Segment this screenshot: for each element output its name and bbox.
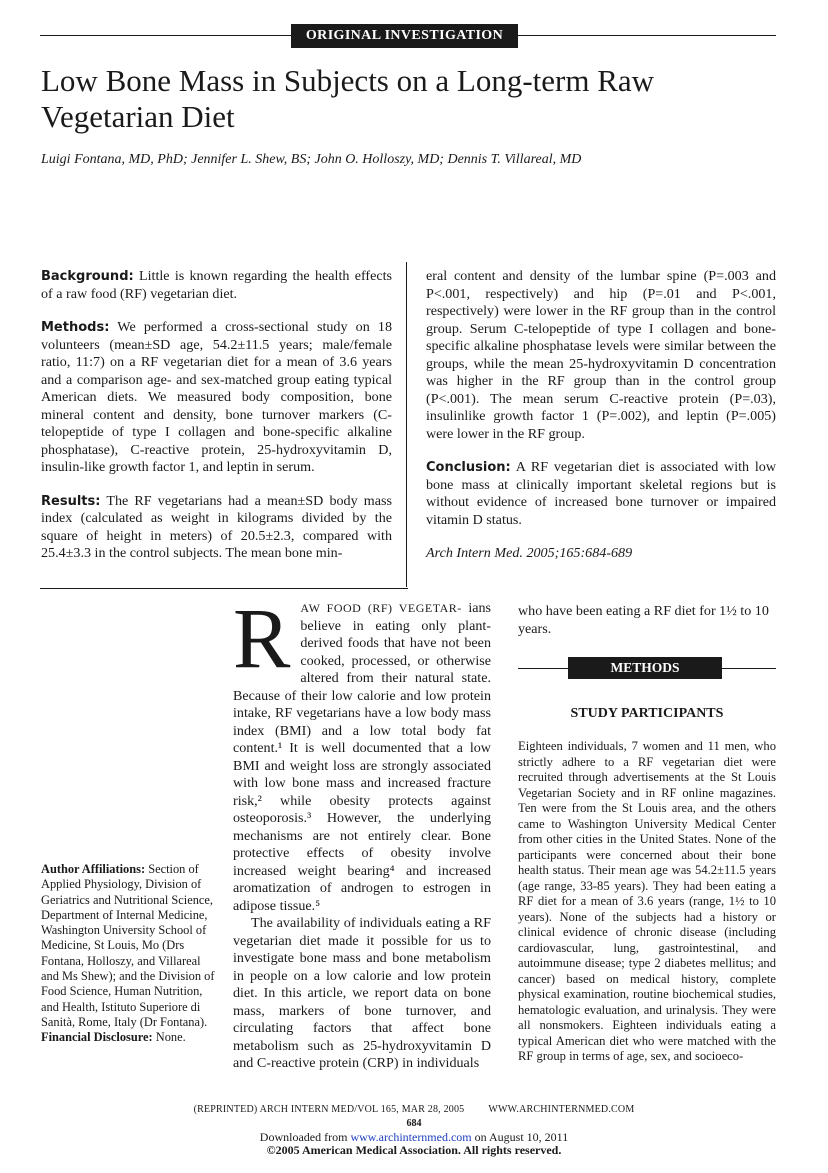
author-affiliations [41,862,216,1046]
drop-cap: R [233,590,291,686]
download-suffix: on August 10, 2011 [474,1130,569,1144]
abstract-bottom-rule [40,588,408,589]
disclosure-label: Financial Disclosure: [41,1030,153,1045]
body-column-middle [233,590,492,1073]
conclusion-text: A RF vegetarian diet is associated with low bone mass at clinically important skeletal regions but is without evidence of increased bone turnover or impaired vitamin D status. [426,459,776,528]
financial-disclosure [41,1030,216,1045]
participants-paragraph: Eighteen individuals, 7 women and 11 men, who strictly adhere to a RF vegetarian diet were recruited through advertisements at the St Louis Vegetarian Society and in RF online magazines. Ten were from the St Louis area, and the others came to Washington University Medical Center from other cities in the United States. None of the participants were concerned about their bone health status. Their mean age was 54.2±11.5 years (age range, 33-85 years). They had been eating a RF diet for a mean of 3.6 years (range, 1½ to 10 years). None of the subjects had a history or clinical evidence of chronic disease (including cardiovascular, lung, gastrointestinal, and autoimmune disease; type 2 diabetes mellitus; and cancer) based on medical history, complete physical examination, routine biochemical studies, hematologic evaluation, and urinalysis. They were all nonsmokers. Eighteen individuals eating a typical American diet who were matched with the RF group in terms of age, sex, and socioeco- [518,739,776,1063]
study-participants-heading: STUDY PARTICIPANTS [570,706,724,721]
lead-smallcaps: AW FOOD (RF) VEGETAR- [300,601,462,615]
download-prefix: Downloaded from [259,1130,348,1144]
author-list: Luigi Fontana, MD, PhD; Jennifer L. Shew, BS; John O. Holloszy, MD; Dennis T. Villareal, MD [41,152,582,167]
page-number: 684 [406,1118,422,1129]
background-label: Background: [41,269,134,284]
intro-paragraph [233,590,492,915]
body-column-right [518,739,776,1065]
methods-label: Methods: [41,320,110,335]
journal-citation: Arch Intern Med. 2005;165:684-689 [426,545,633,561]
affiliations-text: Section of Applied Physiology, Division of Geriatrics and Nutritional Science, Department of Internal Medicine, Washington University School of Medicine, St Louis, Mo (Drs Fontana, Holloszy, and Villareal and Ms Shew); and the Division of Food Science, Human Nutrition, and Health, Istituto Superiore di Sanità, Rome, Italy (Dr Fontana). [41,862,215,1029]
methods-heading: METHODS [568,657,722,679]
article-title: Low Bone Mass in Subjects on a Long-term Raw Vegetarian Diet [41,63,655,134]
abstract-left-column [41,268,392,579]
abstract-results [41,493,392,563]
methods-text: We performed a cross-sectional study on 18 volunteers (mean±SD age, 54.2±11.5 years; male/female ratio, 11:7) on a RF vegetarian diet for a mean of 3.6 years and a comparison age- and sex-matched group eating typical American diets. We measured body composition, bone mineral content and density, bone turnover markers (C-telopeptide of type I collagen and bone-specific alkaline phosphatase), C-reactive protein, 25-hydroxyvitamin D, insulin-like growth factor 1, and leptin in serum. [41,319,392,475]
background-text: Little is known regarding the health effects of a raw food (RF) vegetarian diet. [41,268,392,302]
abstract-conclusion [426,459,776,529]
conclusion-label: Conclusion: [426,460,511,475]
abstract-column-divider [406,262,407,587]
results-text: The RF vegetarians had a mean±SD body mass index (calculated as weight in kilograms divided by the square of height in meters) of 20.5±2.3, compared with 25.4±3.3 in the control subjects. The mean bone min- [41,492,392,561]
paragraph-continuation: who have been eating a RF diet for 1½ to 10 years. [518,603,769,637]
footer-url[interactable]: WWW.ARCHINTERNMED.COM [488,1104,635,1115]
abstract-background [41,268,392,303]
body-column-right-top [518,603,776,638]
download-link[interactable]: www.archinternmed.com [350,1130,472,1144]
section-tag: ORIGINAL INVESTIGATION [291,24,518,48]
affiliations-label: Author Affiliations: [41,862,146,876]
footer-journal-line [0,1104,828,1115]
results-continued: eral content and density of the lumbar spine (P=.003 and P<.001, respectively) and hip (P=.01 and P<.001, respectively) were lower in the RF group than in the control group. Serum C-telopeptide of type I collagen and bone-specific alkaline phosphatase levels were similar between the groups, while the mean 25-hydroxyvitamin D concentration was higher in the RF group than in the control group (P<.001). The mean serum C-reactive protein (P=.03), insulinlike growth factor 1 (P=.002), and leptin (P=.005) were lower in the RF group. [426,268,776,442]
footer-journal: (REPRINTED) ARCH INTERN MED/VOL 165, MAR 28, 2005 [193,1104,465,1115]
abstract-methods [41,319,392,477]
copyright-notice: ©2005 American Medical Association. All rights reserved. [266,1143,562,1157]
abstract-right-column [426,268,776,579]
affiliations-paragraph [41,862,216,1030]
results-label: Results: [41,493,101,509]
intro-text: ians believe in eating only plant-derived foods that have not been cooked, processed, or otherwise altered from their natural state. Because of their low calorie and low protein intake, RF vegetarians have a low body mass index (BMI) and a low total body fat content.¹ It is well documented that a low BMI and weight loss are strongly associated with low bone mass and increased fracture risk,² while obesity protects against osteoporosis.³ However, the underlying mechanisms are not entirely clear. Bone protective effects of obesity involve increased weight bearing⁴ and increased aromatization of androgen to estrogen in adipose tissue.⁵ [233,600,492,914]
disclosure-text: None. [155,1030,186,1045]
second-paragraph: The availability of individuals eating a RF vegetarian diet made it possible for us to investigate bone mass and bone metabolism in people on a low calorie and low protein diet. In this article, we report data on bone mass, markers of bone turnover, and circulating factors that affect bone metabolism such as 25-hydroxyvitamin D and C-reactive protein (CRP) in individuals [233,915,491,1071]
